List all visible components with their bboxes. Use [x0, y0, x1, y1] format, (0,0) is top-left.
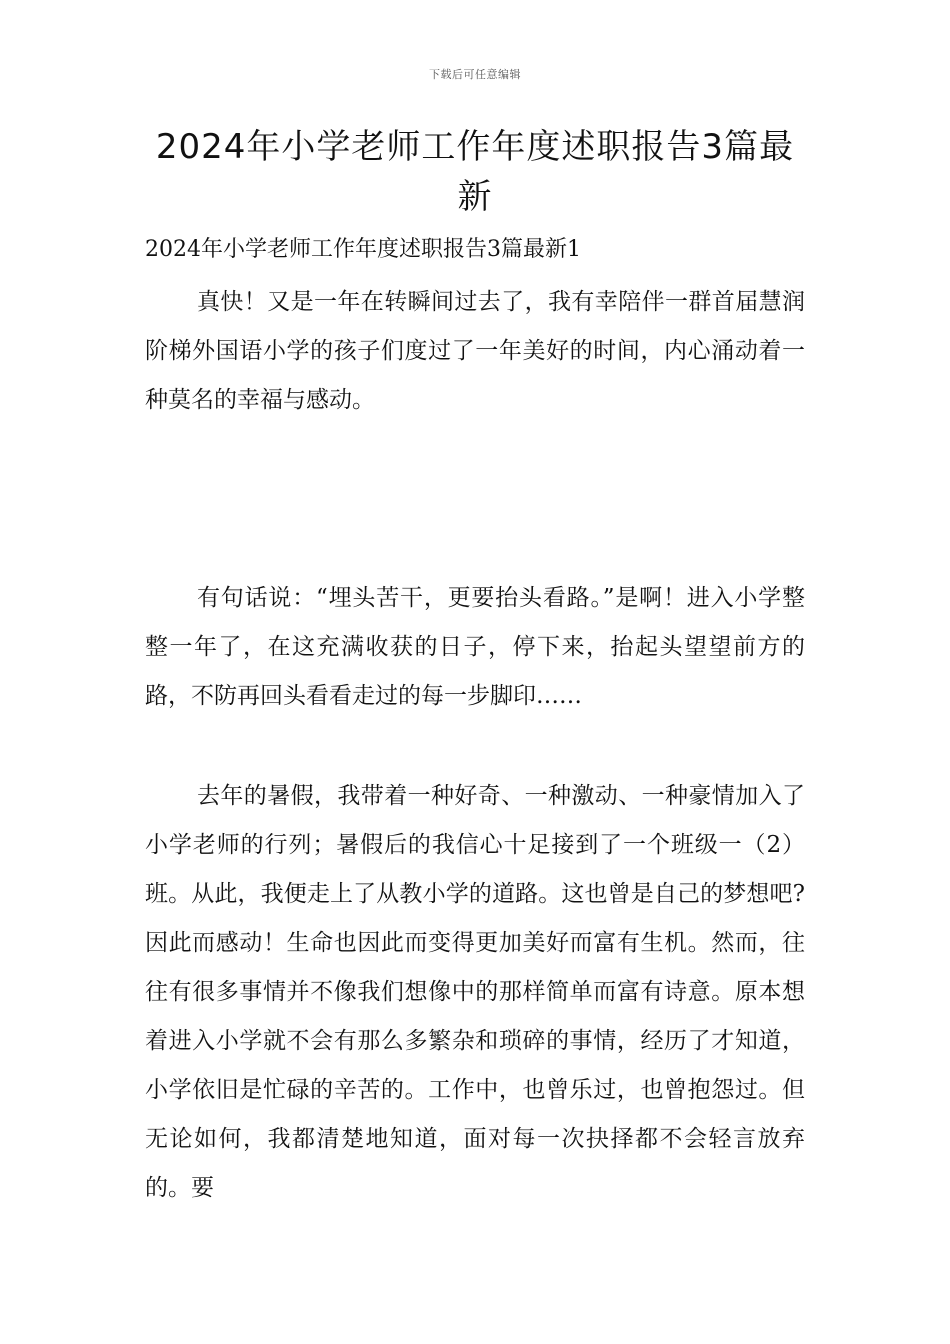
body-paragraph-2: 有句话说：“埋头苦干，更要抬头看路。”是啊！进入小学整整一年了，在这充满收获的日子，停下来，抬起头望望前方的路，不防再回头看看走过的每一步脚印……: [145, 585, 805, 709]
document-title: 2024年小学老师工作年度述职报告3篇最新: [155, 127, 795, 217]
body-paragraph-1: 真快！又是一年在转瞬间过去了，我有幸陪伴一群首届慧润阶梯外国语小学的孩子们度过了一年美好的时间，内心涌动着一种莫名的幸福与感动。: [145, 289, 805, 413]
section-heading: 2024年小学老师工作年度述职报告3篇最新1: [145, 237, 581, 262]
header-note: 下载后可任意编辑: [429, 68, 521, 81]
body-paragraph-3: 去年的暑假，我带着一种好奇、一种激动、一种豪情加入了小学老师的行列；暑假后的我信心十足接到了一个班级一（2）班。从此，我便走上了从教小学的道路。这也曾是自己的梦想吧?因此而感动！生命也因此而变得更加美好而富有生机。然而，往往有很多事情并不像我们想像中的那样简单而富有诗意。原本想着进入小学就不会有那么多繁杂和琐碎的事情，经历了才知道，小学依旧是忙碌的辛苦的。工作中，也曾乐过，也曾抱怨过。但无论如何，我都清楚地知道，面对每一次抉择都不会轻言放弃的。要: [145, 783, 805, 1201]
